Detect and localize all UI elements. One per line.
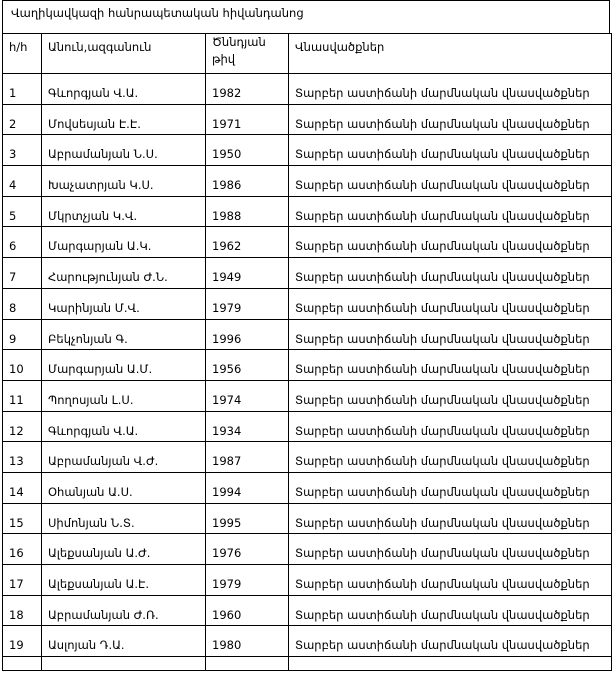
table-row	[3, 135, 612, 166]
cell-birth-year: 1976	[206, 534, 289, 565]
cell-injury: Տարբեր աստիճանի մարմնական վնասվածքներ	[289, 319, 612, 350]
cell-number: 17	[3, 565, 42, 596]
cell-injury: Տարբեր աստիճանի մարմնական վնասվածքներ	[289, 74, 612, 105]
header-name: Անուն,ազգանուն	[42, 34, 206, 74]
cell-name: Մկրտչյան Կ.Վ.	[42, 196, 206, 227]
table-row	[3, 472, 612, 503]
table-row	[3, 166, 612, 197]
cell-name: Ալեքսանյան Ա.Է.	[42, 565, 206, 596]
cell-name: Պողոսյան Լ.Ս.	[42, 380, 206, 411]
cell-injury: Տարբեր աստիճանի մարմնական վնասվածքներ	[289, 626, 612, 657]
cell-name: Գևորգյան Վ.Ա.	[42, 411, 206, 442]
cell-name: Մարգարյան Ա.Կ.	[42, 227, 206, 258]
cell-birth-year: 1995	[206, 503, 289, 534]
cell-injury: Տարբեր աստիճանի մարմնական վնասվածքներ	[289, 534, 612, 565]
cell-birth-year: 1987	[206, 442, 289, 473]
table-row	[3, 350, 612, 381]
table-row	[3, 534, 612, 565]
cell-birth-year: 1962	[206, 227, 289, 258]
table-row	[3, 319, 612, 350]
cell-injury: Տարբեր աստիճանի մարմնական վնասվածքներ	[289, 196, 612, 227]
cell-injury: Տարբեր աստիճանի մարմնական վնասվածքներ	[289, 442, 612, 473]
cell-birth-year: 1960	[206, 595, 289, 626]
cell-number: 4	[3, 166, 42, 197]
cell-number: 8	[3, 288, 42, 319]
cell-injury: Տարբեր աստիճանի մարմնական վնասվածքներ	[289, 166, 612, 197]
table-row	[3, 442, 612, 473]
table-row	[3, 258, 612, 289]
cell-number: 5	[3, 196, 42, 227]
cell-number: 13	[3, 442, 42, 473]
cell-name: Օհանյան Ա.Ս.	[42, 472, 206, 503]
cell-number: 7	[3, 258, 42, 289]
table-row	[3, 503, 612, 534]
cell-injury: Տարբեր աստիճանի մարմնական վնասվածքներ	[289, 380, 612, 411]
cell-injury: Տարբեր աստիճանի մարմնական վնասվածքներ	[289, 104, 612, 135]
cell-number: 9	[3, 319, 42, 350]
table-row	[3, 595, 612, 626]
cell-number: 16	[3, 534, 42, 565]
cell-birth-year: 1980	[206, 626, 289, 657]
cell-injury: Տարբեր աստիճանի մարմնական վնասվածքներ	[289, 135, 612, 166]
cell-birth-year: 1950	[206, 135, 289, 166]
empty-row	[3, 657, 612, 671]
empty-cell	[42, 657, 206, 671]
table-row	[3, 74, 612, 105]
patients-table	[2, 33, 612, 671]
cell-injury: Տարբեր աստիճանի մարմնական վնասվածքներ	[289, 258, 612, 289]
cell-injury: Տարբեր աստիճանի մարմնական վնասվածքներ	[289, 350, 612, 381]
cell-birth-year: 1988	[206, 196, 289, 227]
cell-name: Հարությունյան Ժ.Ն.	[42, 258, 206, 289]
cell-birth-year: 1986	[206, 166, 289, 197]
cell-birth-year: 1949	[206, 258, 289, 289]
cell-name: Աբրամանյան Ն.Ս.	[42, 135, 206, 166]
cell-name: Մարգարյան Ա.Մ.	[42, 350, 206, 381]
header-injuries: Վնասվածքներ	[289, 34, 612, 74]
cell-injury: Տարբեր աստիճանի մարմնական վնասվածքներ	[289, 472, 612, 503]
cell-birth-year: 1974	[206, 380, 289, 411]
empty-cell	[289, 657, 612, 671]
cell-name: Աբրամանյան Ժ.Ռ.	[42, 595, 206, 626]
cell-number: 2	[3, 104, 42, 135]
table-row	[3, 288, 612, 319]
header-birth-year: Ծննդյան թիվ	[206, 34, 289, 74]
empty-cell	[206, 657, 289, 671]
cell-birth-year: 1956	[206, 350, 289, 381]
cell-number: 1	[3, 74, 42, 105]
cell-injury: Տարբեր աստիճանի մարմնական վնասվածքներ	[289, 288, 612, 319]
cell-injury: Տարբեր աստիճանի մարմնական վնասվածքներ	[289, 227, 612, 258]
cell-name: Մովսեսյան Է.Է.	[42, 104, 206, 135]
table-row	[3, 227, 612, 258]
cell-name: Ասլոյան Դ.Ա.	[42, 626, 206, 657]
cell-injury: Տարբեր աստիճանի մարմնական վնասվածքներ	[289, 503, 612, 534]
cell-number: 10	[3, 350, 42, 381]
cell-birth-year: 1996	[206, 319, 289, 350]
table-row	[3, 411, 612, 442]
cell-name: Ալեքսանյան Ա.Ժ.	[42, 534, 206, 565]
table-title: Վաղիկավկազի հանրապետական հիվանդանոց	[2, 0, 610, 34]
cell-name: Աբրամանյան Վ.Ժ.	[42, 442, 206, 473]
cell-number: 12	[3, 411, 42, 442]
table-body	[3, 34, 612, 671]
cell-number: 15	[3, 503, 42, 534]
cell-number: 18	[3, 595, 42, 626]
cell-number: 19	[3, 626, 42, 657]
cell-name: Սիմոնյան Ն.Տ.	[42, 503, 206, 534]
cell-number: 3	[3, 135, 42, 166]
cell-birth-year: 1934	[206, 411, 289, 442]
cell-birth-year: 1994	[206, 472, 289, 503]
cell-injury: Տարբեր աստիճանի մարմնական վնասվածքներ	[289, 411, 612, 442]
cell-injury: Տարբեր աստիճանի մարմնական վնասվածքներ	[289, 595, 612, 626]
cell-name: Բեկչոնյան Գ.	[42, 319, 206, 350]
cell-birth-year: 1982	[206, 74, 289, 105]
cell-number: 11	[3, 380, 42, 411]
table-row	[3, 196, 612, 227]
header-row	[3, 34, 612, 74]
table-row	[3, 565, 612, 596]
cell-injury: Տարբեր աստիճանի մարմնական վնասվածքներ	[289, 565, 612, 596]
cell-name: Գևորգյան Վ.Ա.	[42, 74, 206, 105]
table-row	[3, 626, 612, 657]
cell-birth-year: 1979	[206, 565, 289, 596]
cell-name: Խաչատրյան Կ.Ս.	[42, 166, 206, 197]
cell-number: 6	[3, 227, 42, 258]
header-number: հ/հ	[3, 34, 42, 74]
empty-cell	[3, 657, 42, 671]
cell-birth-year: 1979	[206, 288, 289, 319]
cell-number: 14	[3, 472, 42, 503]
table-row	[3, 380, 612, 411]
cell-name: Կարինյան Մ.Վ.	[42, 288, 206, 319]
cell-birth-year: 1971	[206, 104, 289, 135]
table-row	[3, 104, 612, 135]
